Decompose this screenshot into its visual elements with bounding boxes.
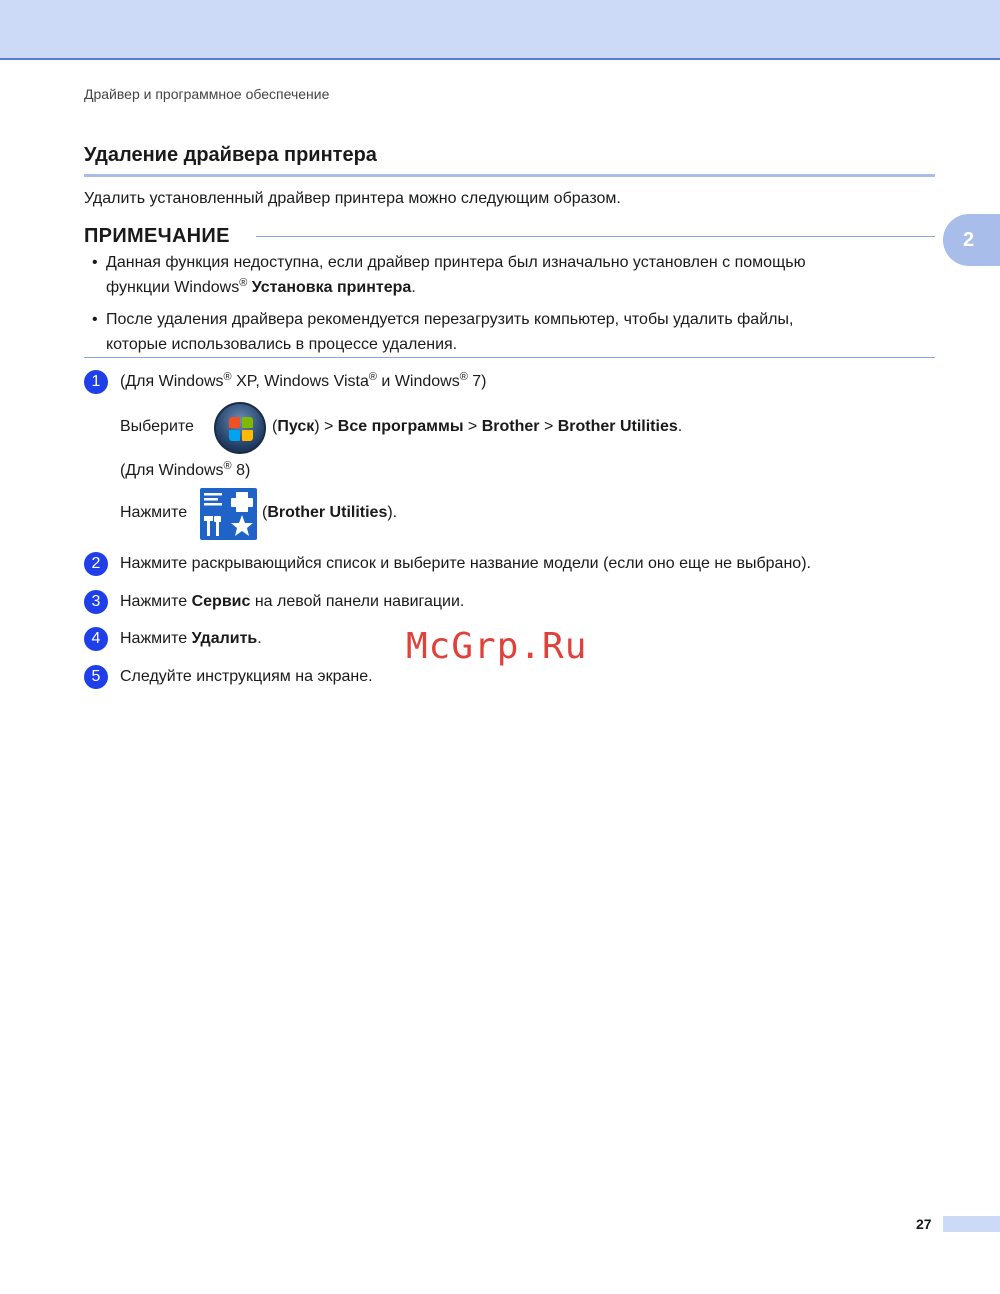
step-4-number: 4 — [84, 627, 108, 651]
service-label: Сервис — [191, 593, 251, 610]
step-1-a3: и Windows — [376, 373, 460, 390]
step-1-b-sep3: > — [539, 418, 558, 435]
step-1-a2: XP, Windows Vista — [231, 373, 369, 390]
windows-start-orb-icon — [214, 402, 266, 454]
step-5-text: Следуйте инструкциям на экране. — [120, 668, 373, 685]
bullet-1-bold: Установка принтера — [251, 279, 412, 296]
brother-utilities-label: Brother Utilities — [267, 504, 388, 521]
step-1-b-end: . — [677, 418, 683, 435]
windows-flag-icon — [229, 417, 253, 441]
bullet-1-prefix: функции Windows — [106, 279, 240, 296]
note-divider-top — [256, 236, 935, 237]
step-1-b-sep2: > — [463, 418, 482, 435]
step-3-prefix: Нажмите — [120, 593, 192, 610]
step-3-text — [120, 593, 464, 611]
section-title: Удаление драйвера принтера — [84, 144, 377, 166]
step-1-a4: 7) — [467, 373, 487, 390]
bullet-dot-icon: • — [92, 254, 98, 271]
step-3-suffix: на левой панели навигации. — [250, 593, 465, 610]
step-1-b-sep1: ) > — [314, 418, 338, 435]
step-1-line-a — [120, 373, 487, 391]
title-divider — [84, 174, 935, 177]
bullet-2-line-1: После удаления драйвера рекомендуется перезагрузить компьютер, чтобы удалить файлы, — [106, 311, 794, 328]
bullet-2-line-2: которые использовались в процессе удаления. — [106, 336, 458, 353]
bullet-1-line-2 — [106, 275, 906, 300]
note-bullet-2 — [92, 307, 922, 357]
step-3-number: 3 — [84, 590, 108, 614]
step-1-line-b — [272, 418, 682, 436]
step-1-line-d — [262, 504, 397, 522]
step-1-b-open: ( — [272, 418, 278, 435]
watermark: McGrp.Ru — [406, 626, 588, 667]
step-1-d-open: ( — [262, 504, 268, 521]
step-1-line-b-prefix: Выберите — [120, 418, 194, 435]
step-1-line-c — [120, 462, 250, 480]
step-4-prefix: Нажмите — [120, 630, 192, 647]
step-4-text — [120, 630, 262, 648]
header-band — [0, 0, 1000, 60]
note-bullet-1 — [92, 250, 922, 300]
brother-utilities-label: Brother Utilities — [557, 418, 678, 435]
all-programs-label: Все программы — [337, 418, 464, 435]
step-1-a1: (Для Windows — [120, 373, 224, 390]
step-1-c1: (Для Windows — [120, 462, 224, 479]
step-2-text: Нажмите раскрывающийся список и выберите название модели (если оно еще не выбрано). — [120, 555, 811, 572]
brother-utilities-icon — [200, 488, 257, 540]
step-1-c2: 8) — [231, 462, 251, 479]
note-divider-bottom — [84, 357, 935, 358]
note-heading: ПРИМЕЧАНИЕ — [84, 225, 230, 247]
registered-mark: ® — [368, 371, 377, 383]
intro-text: Удалить установленный драйвер принтера можно следующим образом. — [84, 190, 621, 207]
start-label: Пуск — [277, 418, 315, 435]
registered-mark: ® — [459, 371, 468, 383]
step-5-number: 5 — [84, 665, 108, 689]
page-number: 27 — [916, 1216, 932, 1232]
bullet-1-suffix: . — [411, 279, 416, 296]
bullet-dot-icon: • — [92, 311, 98, 328]
brother-label: Brother — [481, 418, 540, 435]
footer-band — [943, 1216, 1000, 1232]
registered-mark: ® — [239, 277, 248, 289]
registered-mark: ® — [223, 371, 232, 383]
step-2-number: 2 — [84, 552, 108, 576]
bullet-1-line-1: Данная функция недоступна, если драйвер принтера был изначально установлен с помощью — [106, 254, 806, 271]
step-4-suffix: . — [257, 630, 262, 647]
step-1-line-d-prefix: Нажмите — [120, 504, 188, 521]
registered-mark: ® — [223, 460, 232, 472]
step-1-number: 1 — [84, 370, 108, 394]
delete-label: Удалить — [191, 630, 258, 647]
step-1-d-end: ). — [387, 504, 398, 521]
chapter-tab: 2 — [943, 214, 1000, 266]
breadcrumb: Драйвер и программное обеспечение — [84, 86, 330, 102]
